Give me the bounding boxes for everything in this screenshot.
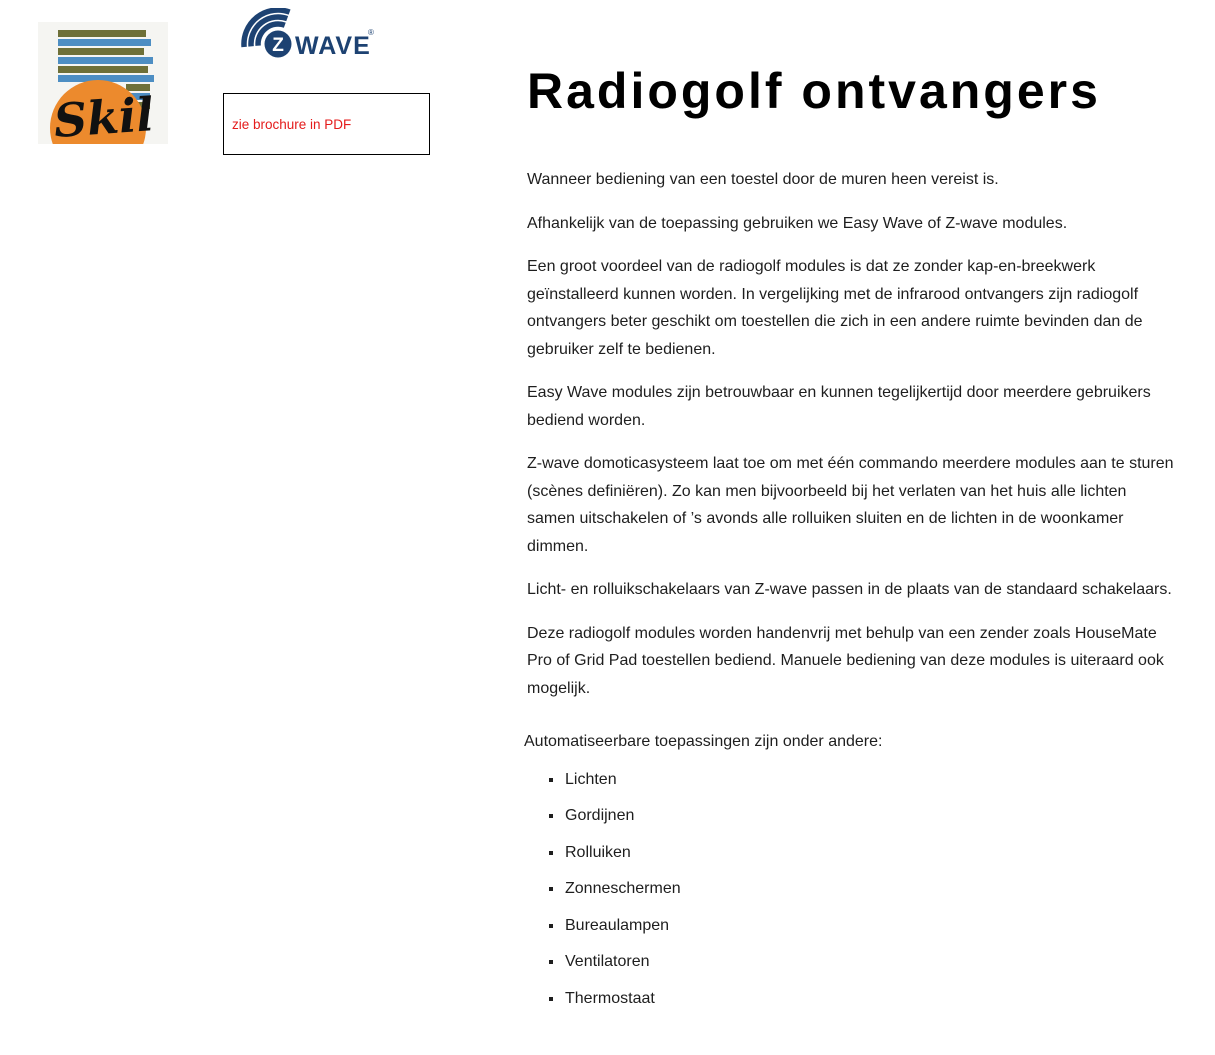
paragraph: Z-wave domoticasysteem laat toe om met één commando meerdere modules aan te sturen (scènes definiëren). Zo kan men bijvoorbeeld bij het verlaten van het huis alle lichten samen uitschakelen of ’s avonds alle rolluiken sluiten en de lichten in de woonkamer dimmen. [527,455,1174,555]
list-item: Gordijnen [549,802,1177,830]
article-body [524,166,1177,1021]
brochure-link-box[interactable] [223,93,430,155]
list-item: Ventilatoren [549,948,1177,976]
paragraph: Easy Wave modules zijn betrouwbaar en kunnen tegelijkertijd door meerdere gebruikers bediend worden. [527,384,1151,429]
applications-list [527,766,1177,1013]
paragraph: Afhankelijk van de toepassing gebruiken we Easy Wave of Z-wave modules. [527,214,1068,232]
paragraph: Licht- en rolluikschakelaars van Z-wave passen in de plaats van de standaard schakelaars. [527,581,1172,598]
list-item: Lichten [549,766,1177,794]
paragraph: Wanneer bediening van een toestel door de muren heen vereist is. [527,171,999,188]
page-title: Radiogolf ontvangers [527,63,1101,119]
zwave-wordmark: WAVE [295,32,371,60]
list-intro: Automatiseerbare toepassingen zijn onder andere: [524,733,883,750]
list-item: Zonneschermen [549,875,1177,903]
registered-mark: ® [368,28,374,37]
skil-wordmark: Skil [51,87,156,144]
zwave-logo [240,8,378,63]
zwave-z-letter: Z [272,35,284,56]
skil-logo-graphic [38,22,168,144]
paragraph: Deze radiogolf modules worden handenvrij met behulp van een zender zoals HouseMate Pro of Grid Pad toestellen bediend. Manuele bediening van deze modules is uiteraard ook mogelijk. [527,624,1164,697]
skil-logo[interactable] [38,22,168,144]
list-item: Rolluiken [549,839,1177,867]
list-item: Thermostaat [549,985,1177,1013]
paragraph: Een groot voordeel van de radiogolf modules is dat ze zonder kap-en-breekwerk geïnstalleerd kunnen worden. In vergelijking met de infrarood ontvangers zijn radiogolf ontvangers beter geschikt om toestellen die zich in een andere ruimte bevinden dan de gebruiker zelf te bedienen. [527,258,1143,358]
list-item: Bureaulampen [549,912,1177,940]
brochure-pdf-link[interactable]: zie brochure in PDF [232,116,352,132]
